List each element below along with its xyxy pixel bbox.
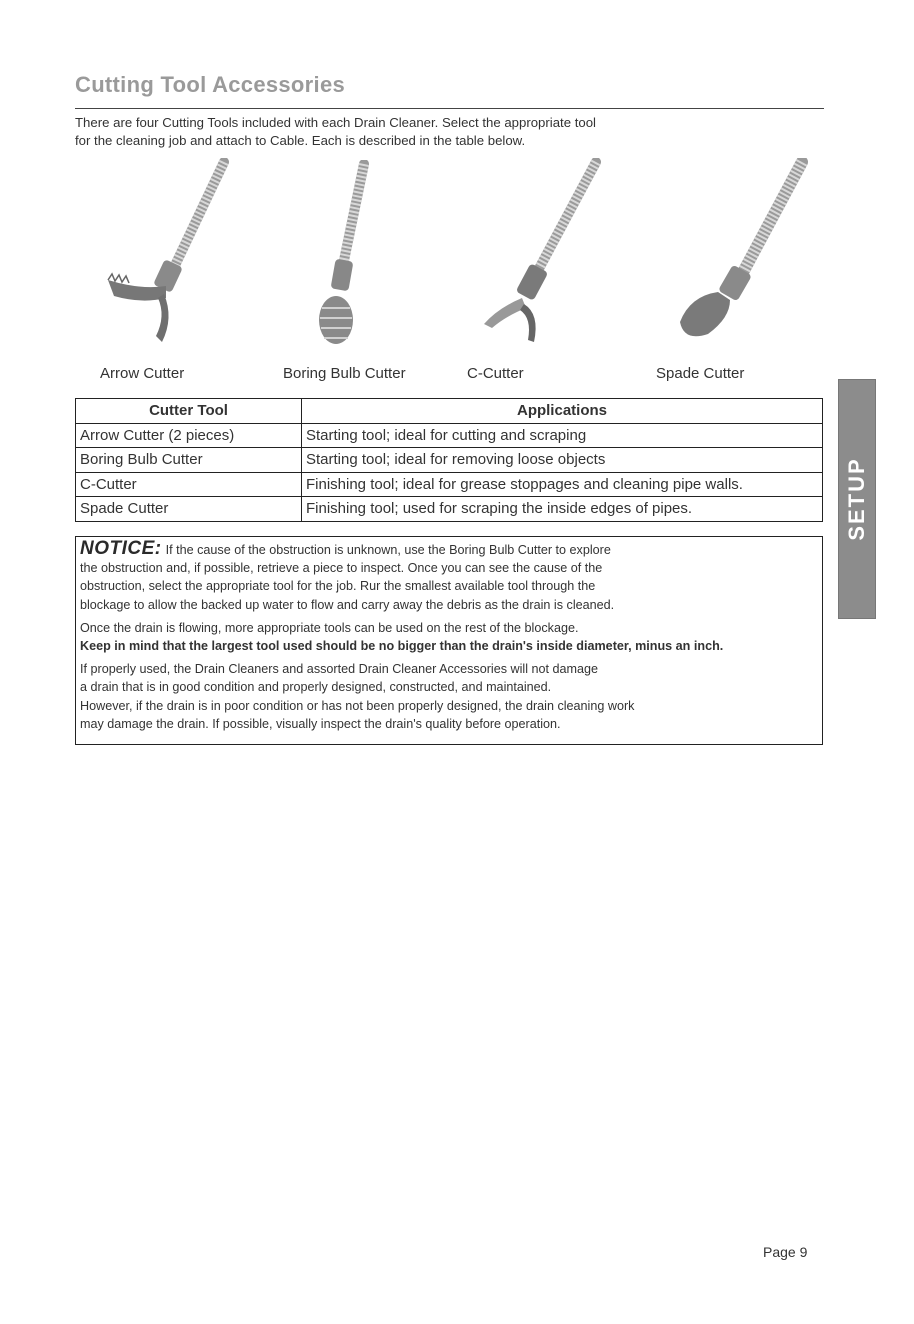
intro-line-1: There are four Cutting Tools included with each Drain Cleaner. Select the appropriate tool bbox=[75, 115, 596, 130]
intro-paragraph bbox=[75, 114, 695, 150]
c-cutter-label: C-Cutter bbox=[467, 365, 524, 382]
application-cell: Finishing tool; used for scraping the inside edges of pipes. bbox=[302, 497, 823, 522]
c-cutter-image bbox=[478, 158, 608, 358]
column-header-applications: Applications bbox=[302, 399, 823, 424]
notice-line: blockage to allow the backed up water to flow and carry away the debris as the drain is cleaned. bbox=[80, 597, 615, 612]
table-row bbox=[76, 497, 823, 522]
page-number: Page 9 bbox=[763, 1244, 808, 1260]
notice-line: the obstruction and, if possible, retrieve a piece to inspect. Once you can see the cause of the bbox=[80, 561, 603, 576]
application-cell: Finishing tool; ideal for grease stoppages and cleaning pipe walls. bbox=[302, 472, 823, 497]
notice-warning-text: Keep in mind that the largest tool used should be no bigger than the drain's inside diameter, minus an inch. bbox=[80, 639, 724, 654]
notice-line: If properly used, the Drain Cleaners and assorted Drain Cleaner Accessories will not damage bbox=[80, 662, 599, 677]
tool-name-cell: Arrow Cutter (2 pieces) bbox=[76, 423, 302, 448]
cutter-tools-table bbox=[75, 398, 823, 522]
tool-name-cell: Spade Cutter bbox=[76, 497, 302, 522]
table-row bbox=[76, 423, 823, 448]
column-header-cutter-tool: Cutter Tool bbox=[76, 399, 302, 424]
boring-bulb-cutter-label: Boring Bulb Cutter bbox=[283, 365, 406, 382]
notice-paragraph-4 bbox=[80, 660, 817, 733]
boring-bulb-cutter-image bbox=[300, 160, 390, 350]
notice-warning bbox=[80, 637, 817, 655]
table-row bbox=[76, 472, 823, 497]
table-header-row bbox=[76, 399, 823, 424]
title-divider bbox=[75, 108, 824, 109]
table-row bbox=[76, 448, 823, 473]
notice-line: If the cause of the obstruction is unknown, use the Boring Bulb Cutter to explore bbox=[165, 543, 611, 557]
tool-name-cell: C-Cutter bbox=[76, 472, 302, 497]
application-cell: Starting tool; ideal for removing loose objects bbox=[302, 448, 823, 473]
tool-name-cell: Boring Bulb Cutter bbox=[76, 448, 302, 473]
notice-heading: NOTICE: bbox=[80, 538, 162, 559]
intro-line-2: for the cleaning job and attach to Cable. Each is described in the table below. bbox=[75, 133, 526, 148]
notice-box bbox=[75, 536, 823, 745]
notice-line: However, if the drain is in poor condition or has not been properly designed, the drain cleaning work bbox=[80, 698, 635, 713]
notice-line: obstruction, select the appropriate tool for the job. Rur the smallest available tool through the bbox=[80, 579, 596, 594]
arrow-cutter-image bbox=[100, 158, 240, 358]
spade-cutter-image bbox=[668, 158, 818, 358]
section-tab bbox=[838, 379, 876, 619]
notice-line: may damage the drain. If possible, visually inspect the drain's quality before operation. bbox=[80, 716, 561, 731]
page-title: Cutting Tool Accessories bbox=[75, 72, 346, 97]
section-tab-label: SETUP bbox=[844, 457, 869, 541]
spade-cutter-label: Spade Cutter bbox=[656, 365, 745, 382]
application-cell: Starting tool; ideal for cutting and scraping bbox=[302, 423, 823, 448]
notice-paragraph-1 bbox=[80, 540, 817, 614]
notice-paragraph-2: Once the drain is flowing, more appropriate tools can be used on the rest of the blockage. bbox=[80, 620, 579, 635]
arrow-cutter-label: Arrow Cutter bbox=[100, 365, 185, 382]
notice-line: a drain that is in good condition and properly designed, constructed, and maintained. bbox=[80, 680, 552, 695]
